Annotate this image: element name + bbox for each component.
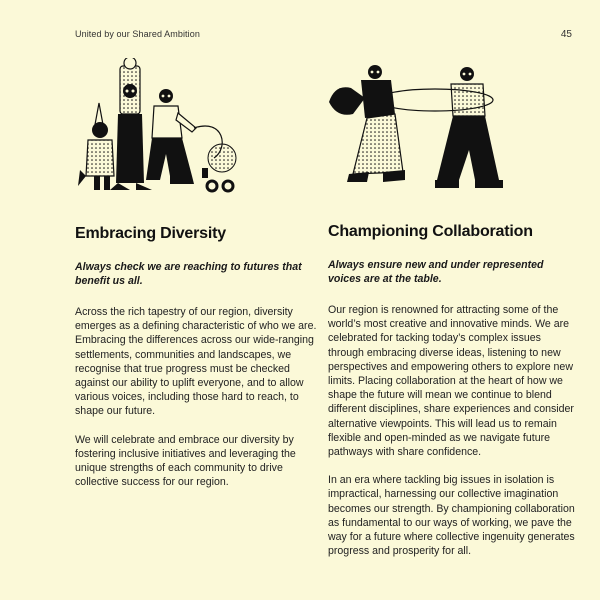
- section-lede: Always ensure new and under represented voices are at the table.: [328, 259, 544, 285]
- section-championing-collaboration: [328, 223, 576, 572]
- body-paragraph: Across the rich tapestry of our region, diversity emerges as a defining characteristic of who we are. Embracing the differences across our wide-ranging settlements, communities and landscapes, we recognise that true progress must be checked against our ability to uplift everyone, and to allow various voices, including those hard to reach, to shape our future.: [75, 306, 317, 418]
- section-heading: Championing Collaboration: [328, 223, 533, 240]
- section-embracing-diversity: [75, 225, 323, 503]
- diversity-people-icon: [74, 58, 244, 198]
- section-lede: Always check we are reaching to futures that benefit us all.: [75, 261, 302, 287]
- page-number: 45: [560, 29, 572, 40]
- body-paragraph: We will celebrate and embrace our diversity by fostering inclusive initiatives and leveraging the unique strengths of each community to drive collective success for our region.: [75, 433, 296, 489]
- section-heading: Embracing Diversity: [75, 225, 226, 242]
- body-paragraph: Our region is renowned for attracting some of the world’s most creative and innovative minds. We are celebrated for tacking today’s complex issues through embracing diverse ideas, listening to new perspectives and empowering others to explore new limits. Placing collaboration at the heart of how we shape the future will mean we continue to blend different disciplines, share experiences and consider alternative viewpoints. This will lead us to remain flexible and open-minded as we navigate future pathways with share confidence.: [328, 304, 574, 459]
- collaboration-people-icon: [325, 62, 515, 197]
- body-paragraph: In an era where tackling big issues in isolation is impractical, harnessing our collective imagination becomes our strength. By championing collaboration as fundamental to our ways of working, we pave the way for a future where collective ingenuity generates progress and prosperity for all.: [328, 474, 575, 558]
- running-title: United by our Shared Ambition: [75, 29, 200, 39]
